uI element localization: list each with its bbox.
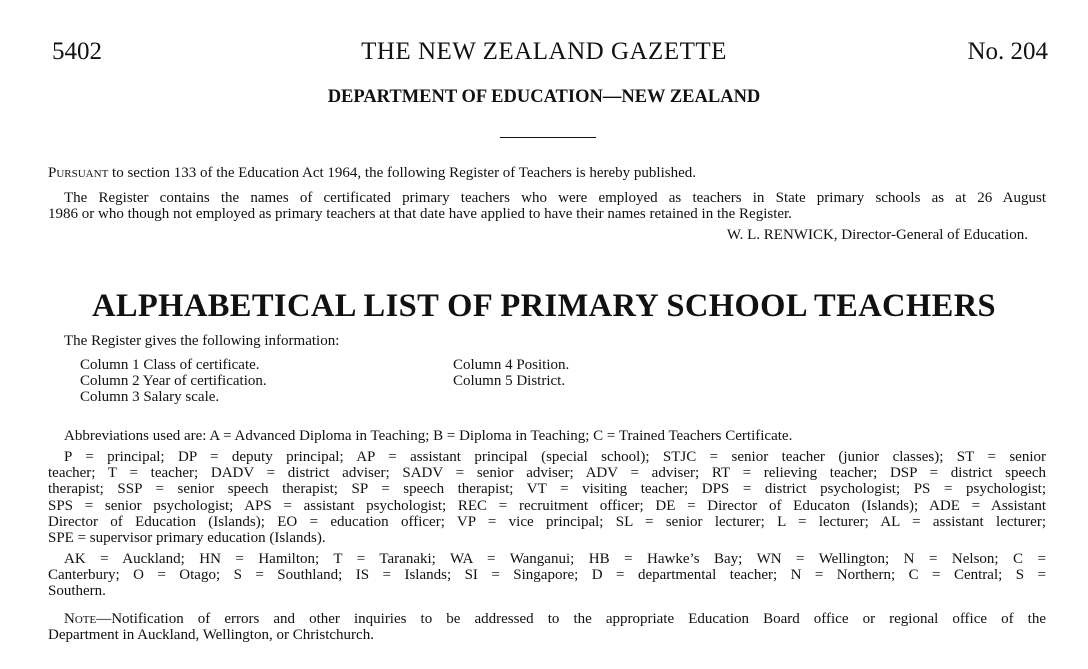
register-info-lead: The Register gives the following information: (64, 333, 340, 349)
abbreviations-certificates: Abbreviations used are: A = Advanced Diploma in Teaching; B = Diploma in Teaching; C = Trained Teachers Certificate. (64, 428, 793, 444)
columns-right (453, 357, 569, 389)
column-item: Column 4 Position. (453, 357, 570, 373)
district-line: Southern. (48, 583, 106, 600)
department-heading: DEPARTMENT OF EDUCATION—NEW ZEALAND (327, 87, 761, 107)
abbreviation-line: SPE = supervisor primary education (Islands). (48, 530, 326, 547)
column-item: Column 3 Salary scale. (80, 389, 220, 405)
abbreviations-positions (48, 449, 1046, 546)
note-text: —Notification of errors and other inquiries to be addressed to the appropriate Education Board office or regional office of the (96, 611, 1046, 627)
columns-left (80, 357, 267, 405)
page-number: 5402 (52, 38, 102, 65)
district-line: Canterbury; O = Otago; S = Southland; IS = Islands; SI = Singapore; D = departmental teacher; N = Northern; C = Central; S = (48, 567, 1046, 584)
abbreviation-line: teacher; T = teacher; DADV = district adviser; SADV = senior adviser; ADV = adviser; RT = relieving teacher; DSP = district speech (48, 465, 1046, 482)
register-line: 1986 or who though not employed as primary teachers at that date have applied to have their names retained in the Register. (48, 206, 792, 223)
column-item: Column 2 Year of certification. (80, 373, 267, 389)
abbreviation-line: SPS = senior psychologist; APS = assistant psychologist; REC = recruitment officer; DE = Director of Educaton (Islands); ADE = Assistant (48, 497, 1046, 514)
register-paragraph (48, 190, 1046, 222)
issue-number: No. 204 (967, 38, 1048, 65)
note-line: Department in Auckland, Wellington, or Christchurch. (48, 627, 374, 644)
register-line: The Register contains the names of certificated primary teachers who were employed as teachers in State primary schools as at 26 August (64, 190, 1046, 206)
publication-masthead: THE NEW ZEALAND GAZETTE (361, 38, 727, 65)
note-lead: Note (64, 611, 97, 627)
pursuant-text: to section 133 of the Education Act 1964, the following Register of Teachers is hereby published. (108, 165, 697, 181)
signature: W. L. RENWICK, Director-General of Education. (726, 227, 1028, 243)
district-line: AK = Auckland; HN = Hamilton; T = Taranaki; WA = Wanganui; HB = Hawke’s Bay; WN = Wellington; N = Nelson; C = (64, 551, 1046, 567)
column-item: Column 5 District. (453, 373, 566, 389)
note-paragraph (48, 611, 1046, 643)
list-title: ALPHABETICAL LIST OF PRIMARY SCHOOL TEACHERS (91, 288, 997, 324)
column-item: Column 1 Class of certificate. (80, 357, 260, 373)
abbreviation-line: therapist; SSP = senior speech therapist; SP = speech therapist; VT = visiting teacher; DPS = district psychologist; PS = psychologist; (48, 481, 1046, 498)
heading-rule (500, 137, 596, 138)
pursuant-paragraph (48, 165, 1048, 181)
abbreviations-districts (48, 551, 1046, 600)
pursuant-lead: Pursuant (48, 165, 109, 181)
note-line (48, 611, 1046, 627)
abbreviation-line: Director of Education (Islands); EO = education officer; VP = vice principal; SL = senior lecturer; L = lecturer; AL = assistant lecturer; (48, 513, 1046, 530)
abbreviation-line: P = principal; DP = deputy principal; AP = assistant principal (special school); STJC = senior teacher (junior classes); ST = senior (64, 449, 1046, 465)
